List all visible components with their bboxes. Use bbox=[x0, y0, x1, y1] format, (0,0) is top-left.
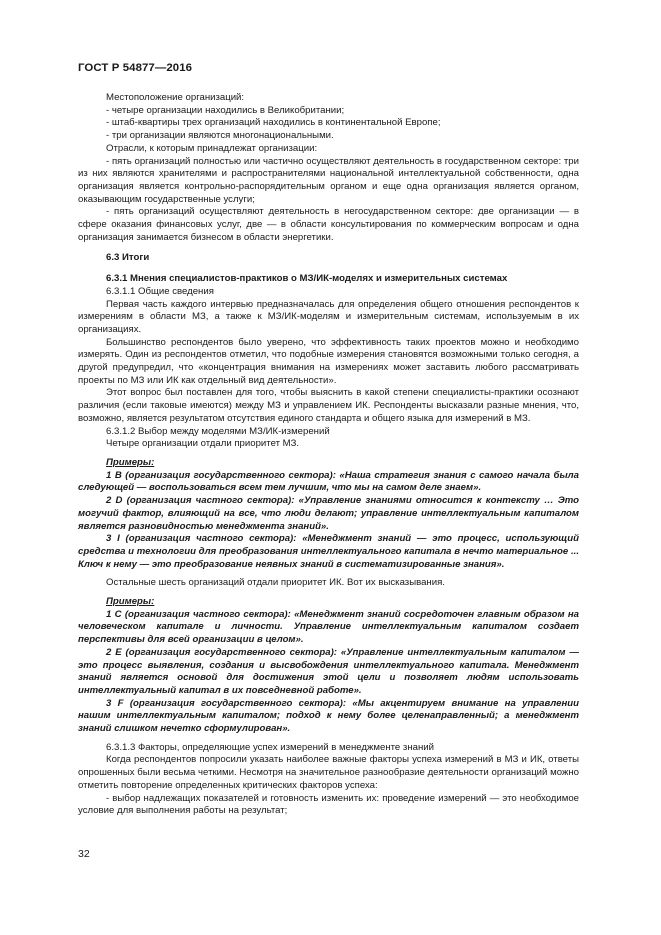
paragraph: Когда респондентов попросили указать наиболее важные факторы успеха измерений в МЗ и ИК, ответы опрошенных были весьма четкими. Несмотря на значительное разнообразие деятельности организаций можно отметить повторение определенных критических факторов успеха: bbox=[78, 754, 579, 791]
paragraph: Остальные шесть организаций отдали приоритет ИК. Вот их высказывания. bbox=[106, 577, 445, 589]
list-item: - выбор надлежащих показателей и готовность изменить их: проведение измерений — это необходимое условие для выполнения работы на результат; bbox=[78, 792, 579, 817]
list-item: - штаб-квартиры трех организаций находились в континентальной Европе; bbox=[106, 117, 441, 129]
example-quote: 2 Е (организация государственного сектора): «Управление интеллектуальным капиталом — это процесс выявления, создания и высвобождения интеллектуального капитала. Менеджмент знаний является основой для достижения этой цели и позволяет людям использовать интеллектуальный капитал в их повседневной работе». bbox=[78, 646, 579, 696]
example-quote: 3 I (организация частного сектора): «Менеджмент знаний — это процесс, использующий средства и технологии для преобразования интеллектуального капитала в нечто материальное ... Ключ к нему — это преобразование неявных знаний в систематизированные знания». bbox=[78, 533, 579, 570]
paragraph: Местоположение организаций: bbox=[106, 92, 245, 103]
page-number: 32 bbox=[78, 848, 90, 860]
examples-label: Примеры: bbox=[106, 456, 155, 468]
subsection-heading: 6.3.1 Мнения специалистов-практиков о МЗ/ИК-моделях и измерительных системах bbox=[106, 273, 508, 285]
subsection-heading: 6.3.1.2 Выбор между моделями МЗ/ИК-измерений bbox=[106, 425, 330, 437]
page-content bbox=[78, 92, 579, 818]
examples-label: Примеры: bbox=[106, 596, 155, 608]
example-quote: 1 В (организация государственного сектора): «Наша стратегия знания с самого начала была следующей — воспользоваться всем тем лучшим, что мы на самом деле знаем». bbox=[78, 469, 579, 494]
example-quote: 1 С (организация частного сектора): «Менеджмент знаний сосредоточен главным образом на человеческом капитале и личности. Управление интеллектуальным капиталом создает перспективы для всей организации в целом». bbox=[78, 608, 579, 646]
paragraph: Большинство респондентов было уверено, что эффективность таких проектов можно и необходимо измерять. Один из респондентов отметил, что подобные измерения становятся возможными только сегодня, а другой предупредил, что «концентрация внимания на измерениях может заставить любого рассматривать проекты по МЗ или ИК как отдельный вид деятельности». bbox=[78, 336, 579, 386]
subsection-heading: 6.3.1.3 Факторы, определяющие успех измерений в менеджменте знаний bbox=[106, 741, 434, 753]
list-item: - пять организаций полностью или частично осуществляют деятельность в государственном секторе: три из них являются хранителями и распространителями национальной интеллектуальной собственности, одна организация является контрольно-распорядительным органом и еще одна организация является органом, оказывающим государственные услуги; bbox=[78, 155, 579, 205]
paragraph: Этот вопрос был поставлен для того, чтобы выяснить в какой степени специалисты-практики осознают различия (если таковые имеются) между МЗ и управлением ИК. Респонденты высказали разные мнения, что, возможно, является результатом отсутствия единого стандарта и общего языка для измерений в МЗ. bbox=[78, 387, 579, 424]
list-item: - пять организаций осуществляют деятельность в негосударственном секторе: две организации — в сфере оказания финансовых услуг, две — в области консультирования по коммерческим вопросам и одна организация занимается бизнесом в области энергетики. bbox=[78, 206, 579, 243]
paragraph: Первая часть каждого интервью предназначалась для определения общего отношения респондентов к измерениям в области МЗ, а также к МЗ/ИК-моделям и измерительным системам, используемым в их организациях. bbox=[78, 298, 579, 335]
example-quote: 3 F (организация государственного сектора): «Мы акцентируем внимание на управлении нашим интеллектуальным капиталом; подход к нему более целенаправленный; а менеджмент знаний слишком нечетко сформулирован». bbox=[78, 697, 579, 735]
list-item: - три организации являются многонациональными. bbox=[106, 130, 334, 142]
document-header: ГОСТ Р 54877—2016 bbox=[78, 62, 193, 74]
subsection-heading: 6.3.1.1 Общие сведения bbox=[106, 285, 214, 297]
list-item: - четыре организации находились в Великобритании; bbox=[106, 104, 345, 116]
example-quote: 2 D (организация частного сектора): «Управление знаниями относится к контексту … Это могучий фактор, влияющий на все, что люди делают; управление интеллектуальным капиталом является разновидностью менеджмента знаний». bbox=[78, 495, 579, 532]
section-heading: 6.3 Итоги bbox=[106, 252, 150, 264]
paragraph: Четыре организации отдали приоритет МЗ. bbox=[106, 438, 300, 450]
paragraph: Отрасли, к которым принадлежат организации: bbox=[106, 142, 318, 154]
